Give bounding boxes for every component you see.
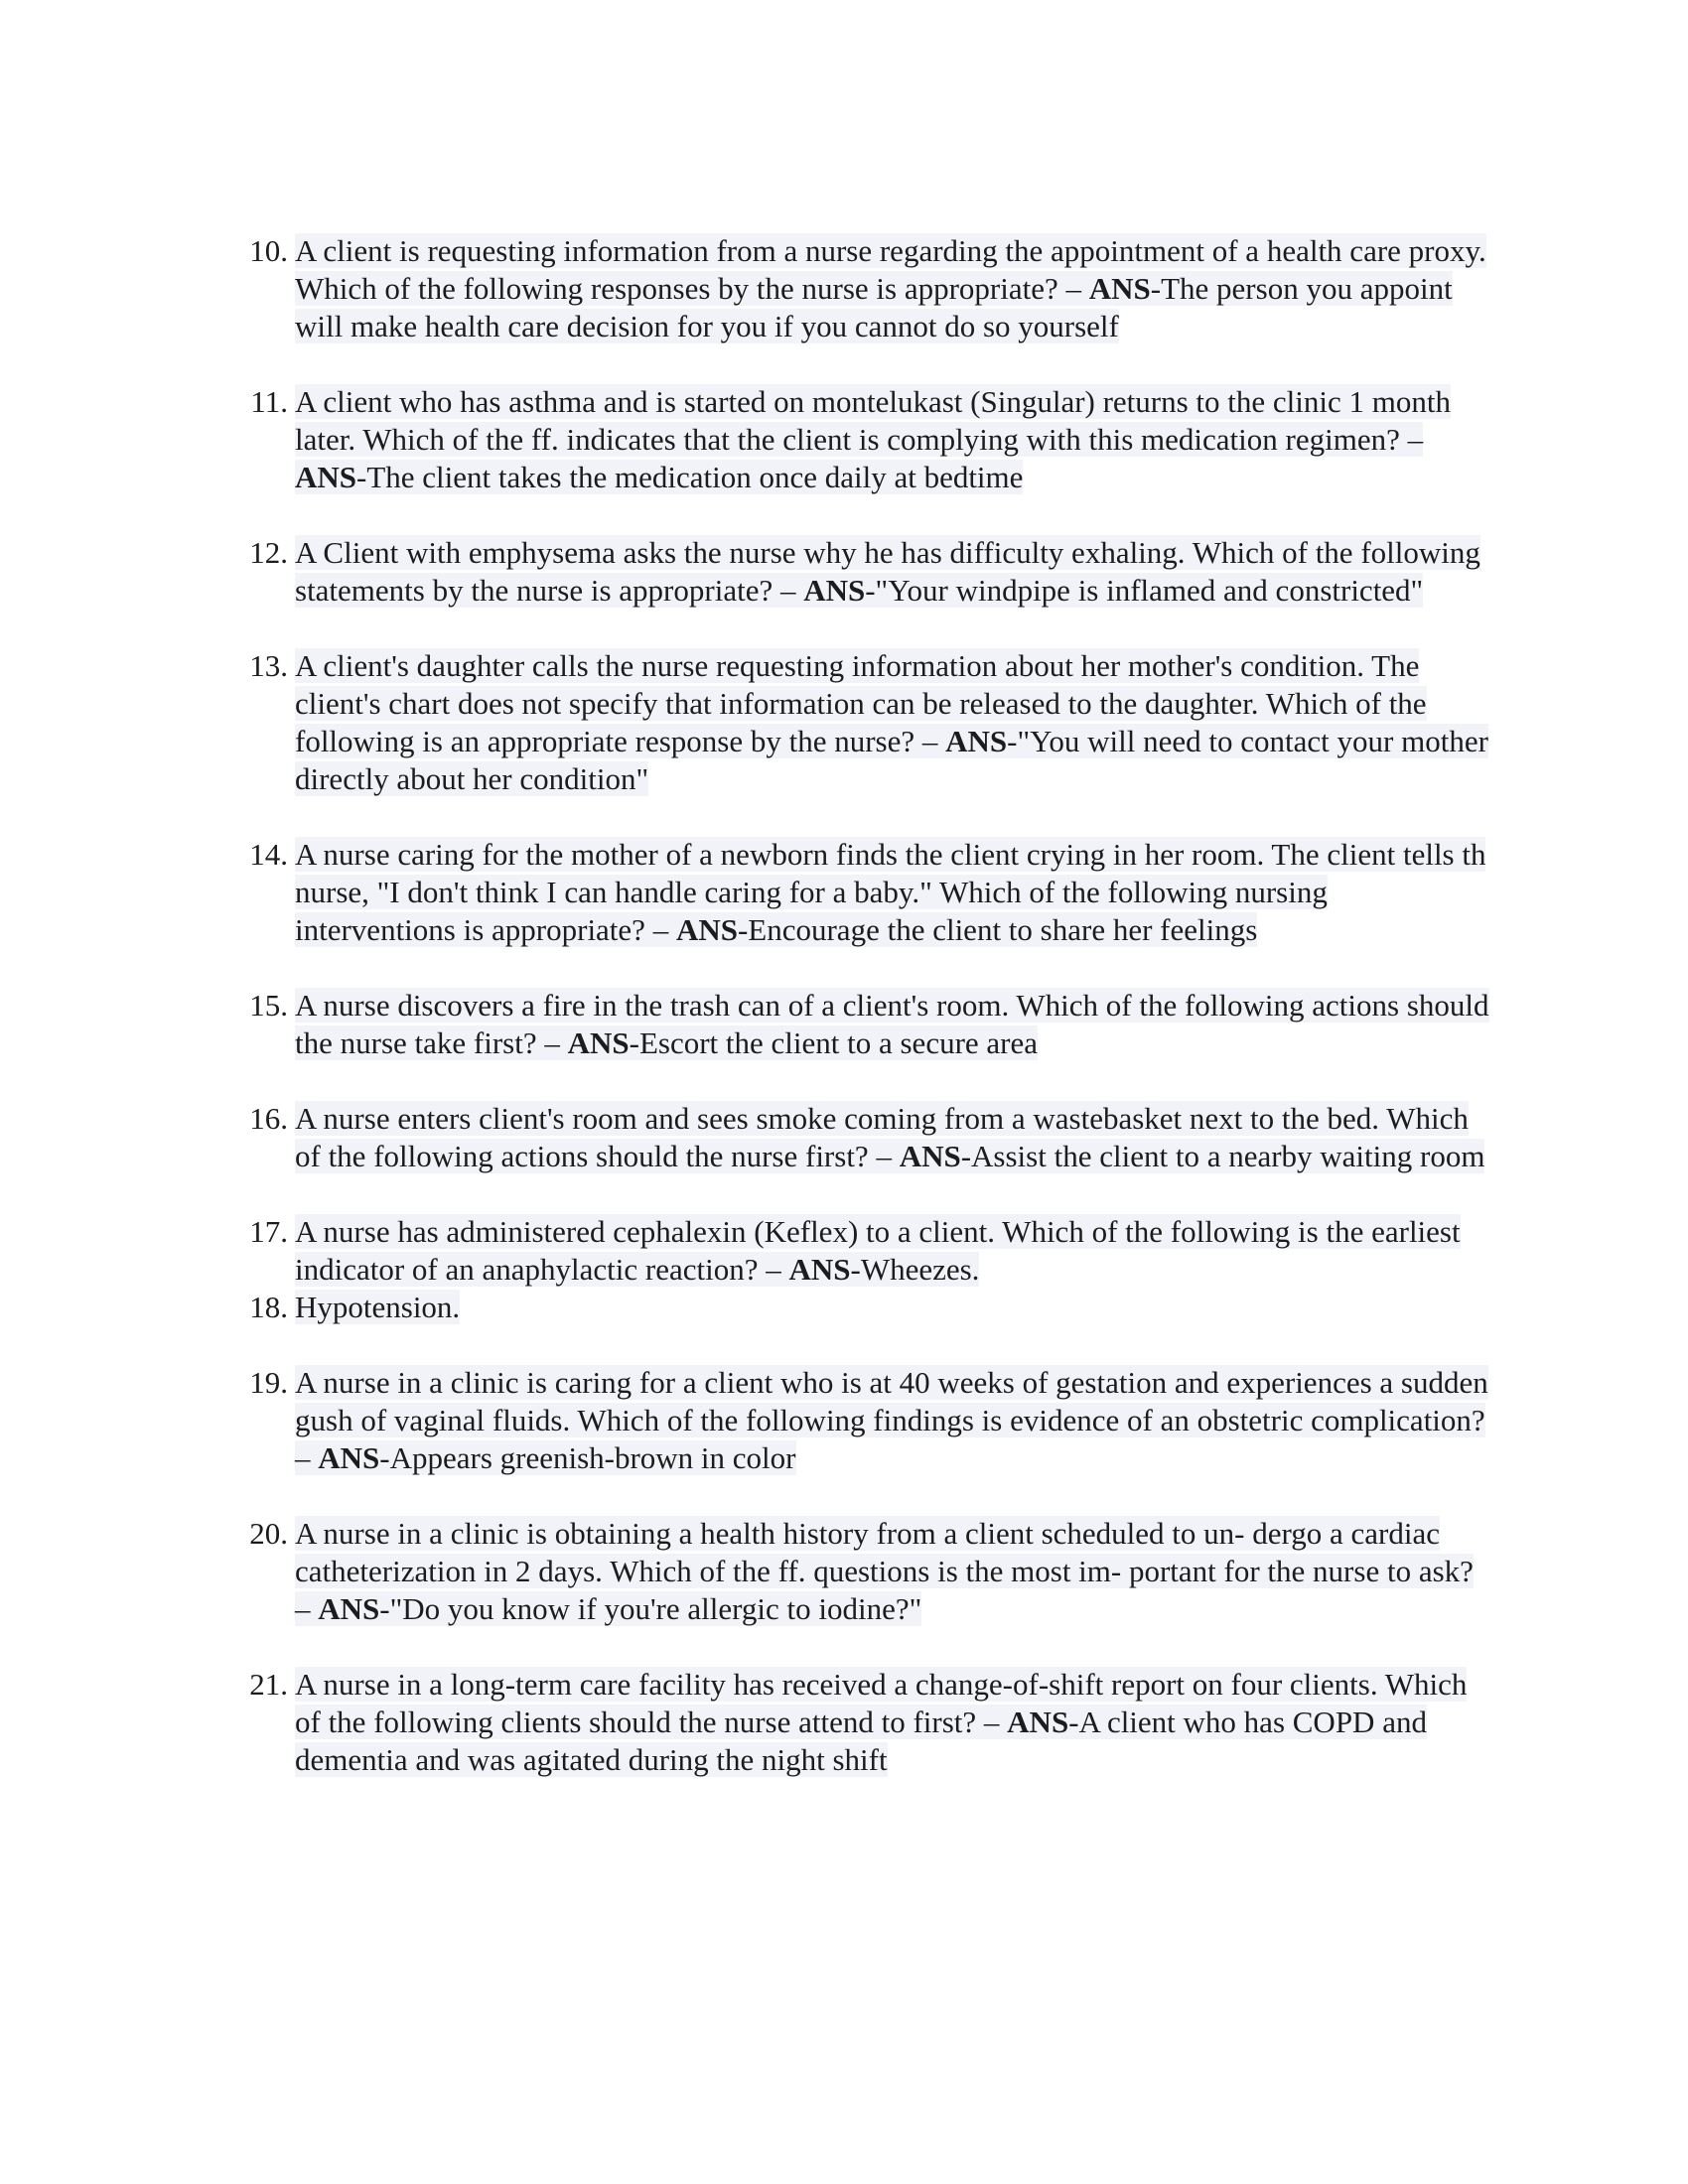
- separator: –: [976, 1705, 1008, 1739]
- answer-text: -"Your windpipe is inflamed and constricted": [865, 573, 1424, 608]
- answer-text: -Assist the client to a nearby waiting room: [960, 1139, 1485, 1173]
- item-number: 14.: [249, 837, 288, 872]
- question-list: [238, 232, 1489, 1817]
- answer-label: ANS: [318, 1440, 380, 1475]
- question-text: A nurse has administered cephalexin (Keflex) to a client. Which of the following is the earliest indicator of an anaphylactic reaction?: [295, 1214, 1461, 1287]
- list-item: [238, 232, 1489, 345]
- item-number: 10.: [249, 233, 288, 268]
- item-number: 20.: [249, 1516, 288, 1551]
- separator: –: [295, 1591, 319, 1626]
- answer-label: ANS: [675, 912, 738, 947]
- item-number: 15.: [249, 988, 288, 1023]
- question-text: A Client with emphysema asks the nurse why he has difficulty exhaling. Which of the following statements by the nurse is appropriate?: [295, 535, 1480, 608]
- question-text: A client who has asthma and is started on montelukast (Singular) returns to the clinic 1 month later. Which of the ff. indicates that the client is complying with this medication regimen?: [295, 384, 1451, 457]
- item-number: 13.: [249, 648, 288, 683]
- item-number: 16.: [249, 1101, 288, 1136]
- item-number: 19.: [249, 1365, 288, 1400]
- list-item: [238, 987, 1489, 1062]
- answer-label: ANS: [899, 1139, 961, 1173]
- separator: –: [773, 573, 804, 608]
- list-item: [238, 1213, 1489, 1289]
- question-text: A client's daughter calls the nurse requesting information about her mother's condition. The client's chart does not specify that information can be released to the daughter. Which of the following is an appropriate response by the nurse?: [295, 648, 1427, 758]
- list-item: [238, 383, 1489, 496]
- answer-text: -A client who has COPD and dementia and was agitated during the night shift: [295, 1705, 1427, 1777]
- question-text: A client is requesting information from a nurse regarding the appointment of a health care proxy. Which of the following responses by the nurse is appropriate?: [295, 233, 1486, 306]
- list-item: [238, 1289, 1489, 1326]
- separator: –: [536, 1025, 568, 1060]
- list-item: [238, 1100, 1489, 1175]
- answer-text: -The person you appoint will make health care decision for you if you cannot do so yourself: [295, 271, 1453, 343]
- answer-label: ANS: [1007, 1705, 1069, 1739]
- separator: –: [868, 1139, 900, 1173]
- separator: –: [914, 724, 946, 758]
- answer-text: -Wheezes.: [850, 1252, 980, 1287]
- answer-text: -Encourage the client to share her feelings: [737, 912, 1258, 947]
- separator: –: [295, 1440, 319, 1475]
- answer-text: -Escort the client to a secure area: [629, 1025, 1039, 1060]
- answer-label: ANS: [318, 1591, 380, 1626]
- answer-label: ANS: [567, 1025, 630, 1060]
- item-number: 18.: [249, 1290, 288, 1324]
- item-number: 11.: [250, 384, 288, 419]
- answer-label: ANS: [295, 460, 357, 494]
- list-item: [238, 836, 1489, 949]
- list-item: [238, 534, 1489, 610]
- answer-text: -Appears greenish-brown in color: [379, 1440, 796, 1475]
- item-text: Hypotension.: [295, 1290, 461, 1324]
- item-number: 12.: [249, 535, 288, 570]
- answer-label: ANS: [788, 1252, 851, 1287]
- answer-text: -"You will need to contact your mother directly about her condition": [295, 724, 1488, 796]
- question-text: A nurse enters client's room and sees smoke coming from a wastebasket next to the bed. Which of the following actions should the nurse first?: [295, 1101, 1469, 1173]
- answer-label: ANS: [945, 724, 1008, 758]
- question-text: A nurse in a long-term care facility has received a change-of-shift report on four clients. Which of the following clients should the nurse attend to first?: [295, 1667, 1468, 1739]
- answer-text: -"Do you know if you're allergic to iodine?": [379, 1591, 922, 1626]
- separator: –: [1057, 271, 1089, 306]
- list-item: [238, 1364, 1489, 1477]
- list-item: [238, 647, 1489, 798]
- item-number: 17.: [249, 1214, 288, 1249]
- list-item: [238, 1515, 1489, 1628]
- list-item: [238, 1666, 1489, 1779]
- item-number: 21.: [249, 1667, 288, 1702]
- answer-text: -The client takes the medication once daily at bedtime: [356, 460, 1024, 494]
- question-text: A nurse discovers a fire in the trash can of a client's room. Which of the following actions should the nurse take first?: [295, 988, 1489, 1060]
- separator: –: [1399, 422, 1424, 457]
- question-text: A nurse in a clinic is obtaining a health history from a client scheduled to un- dergo a cardiac catheterization in 2 days. Which of the ff. questions is the most im- portant for the nurse to ask?: [295, 1516, 1474, 1588]
- separator: –: [758, 1252, 789, 1287]
- separator: –: [644, 912, 676, 947]
- answer-label: ANS: [1088, 271, 1151, 306]
- question-text: A nurse caring for the mother of a newborn finds the client crying in her room. The client tells th nurse, "I don't think I can handle caring for a baby." Which of the following nursing interventions is appropriate?: [295, 837, 1486, 947]
- answer-label: ANS: [803, 573, 866, 608]
- question-text: A nurse in a clinic is caring for a client who is at 40 weeks of gestation and experiences a sudden gush of vaginal fluids. Which of the following findings is evidence of an obstetric complication?: [295, 1365, 1488, 1437]
